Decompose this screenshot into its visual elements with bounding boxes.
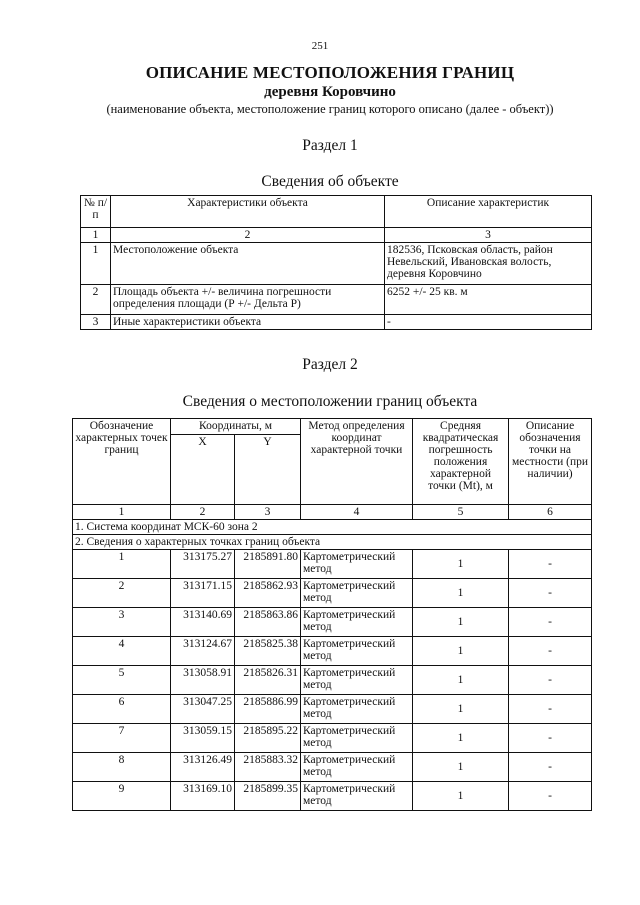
point-description: - <box>509 724 592 753</box>
object-name: деревня Коровчино <box>264 84 396 100</box>
point-id: 3 <box>73 608 171 637</box>
point-y: 2185883.32 <box>235 753 301 782</box>
point-description: - <box>509 695 592 724</box>
point-y: 2185826.31 <box>235 666 301 695</box>
row-name: Иные характеристики объекта <box>111 315 385 330</box>
point-method: Картометрический метод <box>301 666 413 695</box>
point-id: 7 <box>73 724 171 753</box>
point-x: 313124.67 <box>171 637 235 666</box>
point-accuracy: 1 <box>413 550 509 579</box>
col-number: 2 <box>171 505 235 520</box>
coordinate-system-row: 1. Система координат МСК-60 зона 2 <box>73 520 592 535</box>
header-coordinates: Координаты, м <box>171 419 301 435</box>
row-number: 2 <box>81 285 111 315</box>
point-description: - <box>509 782 592 811</box>
table-row <box>81 243 592 285</box>
point-id: 2 <box>73 579 171 608</box>
row-value: 182536, Псковская область, район Невельский, Ивановская волость, деревня Коровчино <box>385 243 592 285</box>
point-method: Картометрический метод <box>301 637 413 666</box>
point-x: 313140.69 <box>171 608 235 637</box>
point-id: 5 <box>73 666 171 695</box>
header-x: X <box>171 435 235 505</box>
object-note: (наименование объекта, местоположение границ которого описано (далее - объект)) <box>106 102 554 116</box>
point-description: - <box>509 666 592 695</box>
object-info-table <box>80 195 592 330</box>
col-number: 1 <box>81 228 111 243</box>
table-row <box>73 782 592 811</box>
table-row <box>73 724 592 753</box>
col-number: 2 <box>111 228 385 243</box>
point-method: Картометрический метод <box>301 608 413 637</box>
point-x: 313058.91 <box>171 666 235 695</box>
point-accuracy: 1 <box>413 637 509 666</box>
table-row <box>73 753 592 782</box>
point-method: Картометрический метод <box>301 724 413 753</box>
header-y: Y <box>235 435 301 505</box>
point-accuracy: 1 <box>413 782 509 811</box>
point-y: 2185886.99 <box>235 695 301 724</box>
boundary-points-table <box>72 418 592 811</box>
point-id: 6 <box>73 695 171 724</box>
point-y: 2185863.86 <box>235 608 301 637</box>
point-description: - <box>509 550 592 579</box>
point-id: 4 <box>73 637 171 666</box>
point-y: 2185899.35 <box>235 782 301 811</box>
row-name: Местоположение объекта <box>111 243 385 285</box>
header-point: Обозначение характерных точек границ <box>73 419 171 505</box>
point-description: - <box>509 753 592 782</box>
header-point-description: Описание обозначения точки на местности (при наличии) <box>509 419 592 505</box>
header-characteristics: Характеристики объекта <box>111 196 385 228</box>
point-accuracy: 1 <box>413 608 509 637</box>
point-method: Картометрический метод <box>301 579 413 608</box>
point-method: Картометрический метод <box>301 753 413 782</box>
point-x: 313047.25 <box>171 695 235 724</box>
table-row <box>73 550 592 579</box>
point-method: Картометрический метод <box>301 695 413 724</box>
header-accuracy: Средняя квадратическая погрешность положения характерной точки (Mt), м <box>413 419 509 505</box>
points-section-row: 2. Сведения о характерных точках границ объекта <box>73 535 592 550</box>
section-2-title: Раздел 2 <box>302 356 358 373</box>
point-x: 313059.15 <box>171 724 235 753</box>
section-2-heading: Сведения о местоположении границ объекта <box>182 393 478 410</box>
table-row <box>73 608 592 637</box>
col-number: 3 <box>235 505 301 520</box>
point-accuracy: 1 <box>413 579 509 608</box>
point-y: 2185862.93 <box>235 579 301 608</box>
point-method: Картометрический метод <box>301 782 413 811</box>
section-1-heading: Сведения об объекте <box>261 173 399 190</box>
point-description: - <box>509 579 592 608</box>
point-x: 313169.10 <box>171 782 235 811</box>
table-row <box>73 666 592 695</box>
point-y: 2185825.38 <box>235 637 301 666</box>
point-id: 9 <box>73 782 171 811</box>
row-number: 1 <box>81 243 111 285</box>
point-x: 313126.49 <box>171 753 235 782</box>
header-description: Описание характеристик <box>385 196 592 228</box>
point-x: 313171.15 <box>171 579 235 608</box>
col-number: 4 <box>301 505 413 520</box>
row-value: - <box>385 315 592 330</box>
col-number: 5 <box>413 505 509 520</box>
section-1-title: Раздел 1 <box>302 137 358 154</box>
table-row <box>73 637 592 666</box>
col-number: 1 <box>73 505 171 520</box>
table-row <box>81 315 592 330</box>
table-row <box>81 285 592 315</box>
point-accuracy: 1 <box>413 724 509 753</box>
header-number: № п/п <box>81 196 111 228</box>
table-row <box>73 579 592 608</box>
point-accuracy: 1 <box>413 753 509 782</box>
point-description: - <box>509 608 592 637</box>
point-method: Картометрический метод <box>301 550 413 579</box>
page-number: 251 <box>311 40 329 52</box>
row-number: 3 <box>81 315 111 330</box>
document-title: ОПИСАНИЕ МЕСТОПОЛОЖЕНИЯ ГРАНИЦ <box>145 63 515 82</box>
point-description: - <box>509 637 592 666</box>
point-y: 2185895.22 <box>235 724 301 753</box>
col-number: 3 <box>385 228 592 243</box>
header-method: Метод определения координат характерной точки <box>301 419 413 505</box>
point-y: 2185891.80 <box>235 550 301 579</box>
point-id: 1 <box>73 550 171 579</box>
row-value: 6252 +/- 25 кв. м <box>385 285 592 315</box>
table-row <box>73 695 592 724</box>
point-accuracy: 1 <box>413 666 509 695</box>
row-name: Площадь объекта +/- величина погрешности определения площади (Р +/- Дельта Р) <box>111 285 385 315</box>
point-id: 8 <box>73 753 171 782</box>
col-number: 6 <box>509 505 592 520</box>
point-x: 313175.27 <box>171 550 235 579</box>
point-accuracy: 1 <box>413 695 509 724</box>
